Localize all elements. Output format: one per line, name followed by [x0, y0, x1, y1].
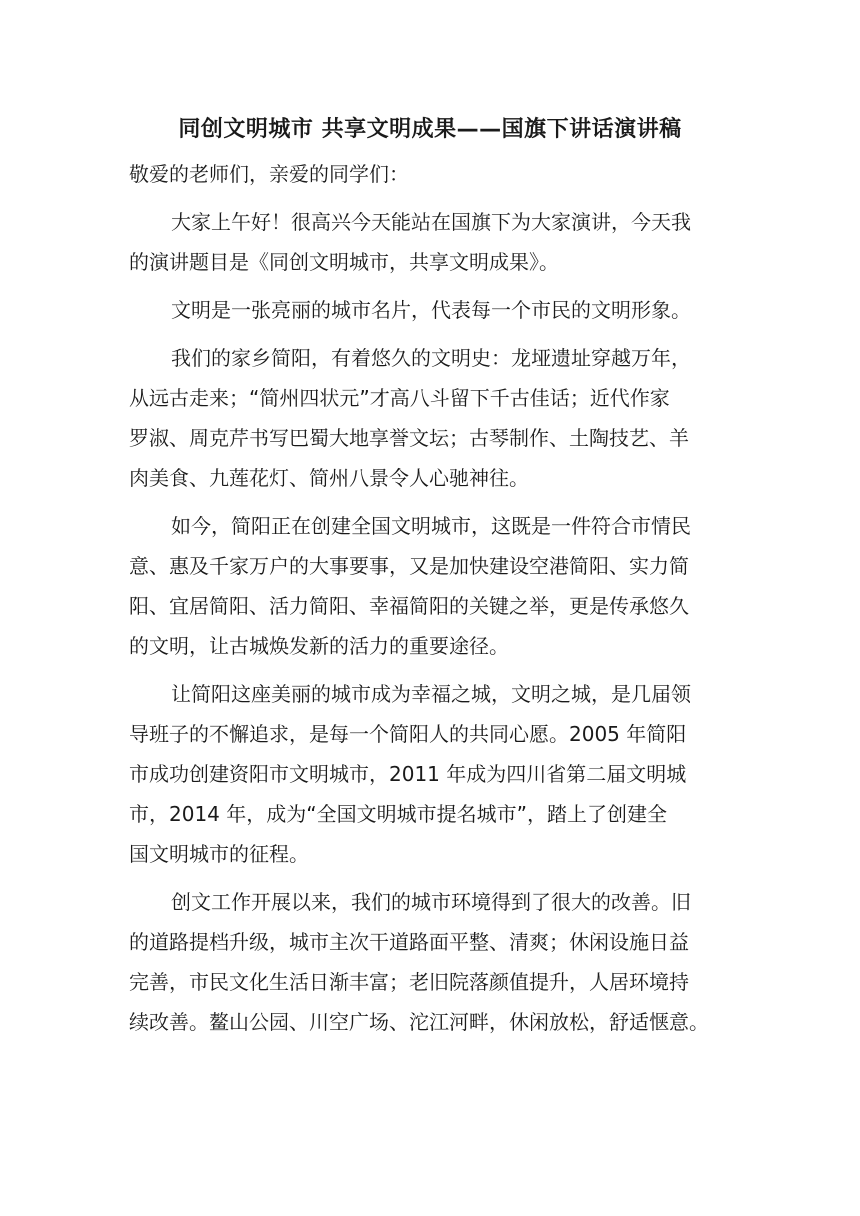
salutation: 敬爱的老师们，亲爱的同学们：: [129, 162, 409, 186]
paragraph-line: 的文明，让古城焕发新的活力的重要途径。: [129, 634, 509, 658]
paragraph-line: 完善，市民文化生活日渐丰富；老旧院落颜值提升，人居环境持: [129, 970, 689, 994]
paragraph-5: [129, 674, 733, 874]
paragraph-line: 大家上午好！很高兴今天能站在国旗下为大家演讲，今天我: [171, 210, 691, 234]
paragraph-line: 导班子的不懈追求，是每一个简阳人的共同心愿。2005 年简阳: [129, 722, 687, 746]
paragraph-6: [129, 882, 733, 1042]
paragraph-line: 如今，简阳正在创建全国文明城市，这既是一件符合市情民: [171, 514, 691, 538]
paragraph-line: 市，2014 年，成为“全国文明城市提名城市”，踏上了创建全: [129, 802, 667, 826]
paragraph-line: 国文明城市的征程。: [129, 842, 309, 866]
document-title: 同创文明城市 共享文明成果——国旗下讲话演讲稿: [178, 117, 682, 142]
paragraph-2: [129, 290, 733, 330]
paragraph-line: 的演讲题目是《同创文明城市，共享文明成果》。: [129, 250, 559, 274]
paragraph-line: 从远古走来；“简州四状元”才高八斗留下千古佳话；近代作家: [129, 386, 670, 410]
paragraph-line: 阳、宜居简阳、活力简阳、幸福简阳的关键之举，更是传承悠久: [129, 594, 689, 618]
document-body: [129, 154, 733, 1042]
paragraph-3: [129, 338, 733, 498]
paragraph-4: [129, 506, 733, 666]
paragraph-line: 文明是一张亮丽的城市名片，代表每一个市民的文明形象。: [171, 298, 691, 322]
paragraph-line: 罗淑、周克芹书写巴蜀大地享誉文坛；古琴制作、土陶技艺、羊: [129, 426, 689, 450]
paragraph-line: 创文工作开展以来，我们的城市环境得到了很大的改善。旧: [171, 890, 691, 914]
paragraph-line: 我们的家乡简阳，有着悠久的文明史：龙垭遗址穿越万年，: [171, 346, 691, 370]
paragraph-line: 市成功创建资阳市文明城市，2011 年成为四川省第二届文明城: [129, 762, 687, 786]
paragraph-line: 意、惠及千家万户的大事要事，又是加快建设空港简阳、实力简: [129, 554, 689, 578]
paragraph-line: 让简阳这座美丽的城市成为幸福之城，文明之城，是几届领: [171, 682, 691, 706]
paragraph-1: [129, 202, 733, 282]
paragraph-line: 的道路提档升级，城市主次干道路面平整、清爽；休闲设施日益: [129, 930, 689, 954]
paragraph-line: 续改善。鳌山公园、川空广场、沱江河畔，休闲放松，舒适惬意。: [129, 1010, 709, 1034]
paragraph-line: 肉美食、九莲花灯、简州八景令人心驰神往。: [129, 466, 529, 490]
